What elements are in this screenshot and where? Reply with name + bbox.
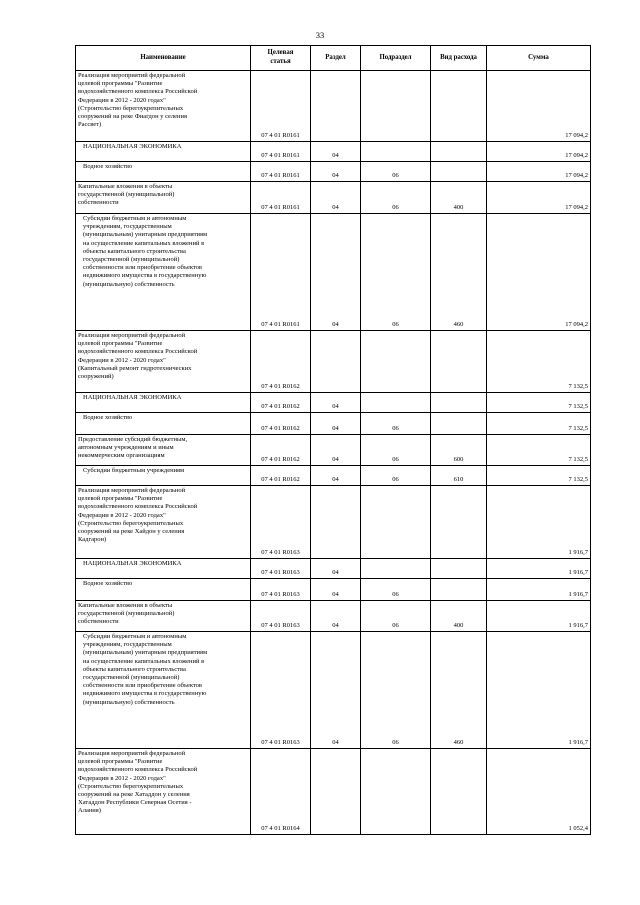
table-row (76, 413, 591, 435)
row-expense-type-cell: 610 (431, 466, 487, 486)
table-row (76, 486, 591, 559)
row-expense-type-cell: 600 (431, 435, 487, 466)
row-subsection-cell (361, 71, 431, 142)
table-row (76, 601, 591, 632)
row-name-cell: Реализация мероприятий федеральной целевой программы "Развитие водохозяйственного комплекса Российской Федерации в 2012 - 2020 годах" (Строительство берегоукрепительных сооружений на реке Хатаддон у селения Хатаддон Республики Северная Осетия - Алания) (76, 749, 251, 835)
row-expense-type-cell (431, 413, 487, 435)
row-expense-type-cell: 400 (431, 182, 487, 214)
row-sum-cell: 1 916,7 (487, 579, 591, 601)
row-subsection-cell: 06 (361, 214, 431, 331)
row-sum-cell: 7 132,5 (487, 393, 591, 413)
row-section-cell (311, 331, 361, 393)
row-name-cell: НАЦИОНАЛЬНАЯ ЭКОНОМИКА (76, 559, 251, 579)
row-sum-cell: 17 094,2 (487, 214, 591, 331)
row-subsection-cell (361, 393, 431, 413)
row-expense-type-cell (431, 331, 487, 393)
row-subsection-cell: 06 (361, 182, 431, 214)
row-target-article-cell: 07 4 01 R0163 (251, 601, 311, 632)
row-subsection-cell: 06 (361, 413, 431, 435)
row-expense-type-cell: 460 (431, 632, 487, 749)
row-section-cell (311, 749, 361, 835)
row-expense-type-cell (431, 142, 487, 162)
row-name-cell: Предоставление субсидий бюджетным, автономным учреждениям и иным некоммерческим организациям (76, 435, 251, 466)
row-sum-cell: 1 916,7 (487, 559, 591, 579)
row-target-article-cell: 07 4 01 R0162 (251, 393, 311, 413)
row-name-cell: Субсидии бюджетным и автономным учреждениям, государственным (муниципальным) унитарным предприятиям на осуществление капитальных вложений в объекты капитального строительства государственной (муниципальной) собственности или приобретение объектов недвижимого имущества в государственную (муниципальную) собственность (76, 632, 251, 749)
row-section-cell: 04 (311, 632, 361, 749)
row-sum-cell: 17 094,2 (487, 162, 591, 182)
row-name-cell: НАЦИОНАЛЬНАЯ ЭКОНОМИКА (76, 142, 251, 162)
row-target-article-cell: 07 4 01 R0163 (251, 579, 311, 601)
column-header-sum: Сумма (487, 46, 591, 71)
row-section-cell (311, 71, 361, 142)
table-row (76, 466, 591, 486)
row-name-cell: НАЦИОНАЛЬНАЯ ЭКОНОМИКА (76, 393, 251, 413)
table-header-row (76, 46, 591, 71)
row-name-cell: Реализация мероприятий федеральной целевой программы "Развитие водохозяйственного комплекса Российской Федерации в 2012 - 2020 годах" (Строительство берегоукрепительных сооружений на реке Хайдон у селения Кадгарон) (76, 486, 251, 559)
row-target-article-cell: 07 4 01 R0161 (251, 182, 311, 214)
row-section-cell (311, 486, 361, 559)
row-sum-cell: 7 132,5 (487, 331, 591, 393)
row-name-cell: Субсидии бюджетным учреждениям (76, 466, 251, 486)
row-name-cell: Водное хозяйство (76, 162, 251, 182)
row-section-cell: 04 (311, 601, 361, 632)
row-target-article-cell: 07 4 01 R0161 (251, 214, 311, 331)
row-expense-type-cell (431, 579, 487, 601)
row-subsection-cell: 06 (361, 162, 431, 182)
row-sum-cell: 1 916,7 (487, 632, 591, 749)
row-name-cell: Водное хозяйство (76, 413, 251, 435)
row-sum-cell: 1 052,4 (487, 749, 591, 835)
row-name-cell: Реализация мероприятий федеральной целевой программы "Развитие водохозяйственного комплекса Российской Федерации в 2012 - 2020 годах" (Капитальный ремонт гидротехнических сооружений) (76, 331, 251, 393)
row-subsection-cell: 06 (361, 579, 431, 601)
row-expense-type-cell (431, 486, 487, 559)
page-number: 33 (315, 30, 325, 40)
row-sum-cell: 1 916,7 (487, 486, 591, 559)
row-target-article-cell: 07 4 01 R0164 (251, 749, 311, 835)
row-sum-cell: 17 094,2 (487, 142, 591, 162)
row-expense-type-cell (431, 559, 487, 579)
column-header-subsection: Подраздел (361, 46, 431, 71)
table-row (76, 214, 591, 331)
row-subsection-cell (361, 331, 431, 393)
row-section-cell: 04 (311, 142, 361, 162)
row-section-cell: 04 (311, 182, 361, 214)
row-subsection-cell: 06 (361, 601, 431, 632)
row-sum-cell: 7 132,5 (487, 413, 591, 435)
row-target-article-cell: 07 4 01 R0162 (251, 331, 311, 393)
row-section-cell: 04 (311, 393, 361, 413)
row-target-article-cell: 07 4 01 R0163 (251, 486, 311, 559)
table-row (76, 579, 591, 601)
table-row (76, 71, 591, 142)
row-target-article-cell: 07 4 01 R0161 (251, 142, 311, 162)
row-target-article-cell: 07 4 01 R0162 (251, 413, 311, 435)
row-expense-type-cell (431, 162, 487, 182)
row-section-cell: 04 (311, 435, 361, 466)
row-section-cell: 04 (311, 466, 361, 486)
row-target-article-cell: 07 4 01 R0162 (251, 466, 311, 486)
table-row (76, 142, 591, 162)
row-subsection-cell: 06 (361, 466, 431, 486)
row-target-article-cell: 07 4 01 R0162 (251, 435, 311, 466)
row-name-cell: Водное хозяйство (76, 579, 251, 601)
column-header-section: Раздел (311, 46, 361, 71)
table-row (76, 393, 591, 413)
row-section-cell: 04 (311, 214, 361, 331)
row-target-article-cell: 07 4 01 R0163 (251, 632, 311, 749)
row-name-cell: Капитальные вложения в объекты государственной (муниципальной) собственности (76, 601, 251, 632)
row-expense-type-cell (431, 71, 487, 142)
column-header-expense-type: Вид расхода (431, 46, 487, 71)
row-subsection-cell (361, 486, 431, 559)
row-section-cell: 04 (311, 162, 361, 182)
row-expense-type-cell (431, 749, 487, 835)
row-target-article-cell: 07 4 01 R0161 (251, 71, 311, 142)
table-row (76, 559, 591, 579)
row-sum-cell: 17 094,2 (487, 182, 591, 214)
table-body (76, 71, 591, 835)
row-sum-cell: 1 916,7 (487, 601, 591, 632)
row-name-cell: Субсидии бюджетным и автономным учреждениям, государственным (муниципальным) унитарным предприятиям на осуществление капитальных вложений в объекты капитального строительства государственной (муниципальной) собственности или приобретение объектов недвижимого имущества в государственную (муниципальную) собственность (76, 214, 251, 331)
column-header-target-article: Целевая статья (251, 46, 311, 71)
row-expense-type-cell: 460 (431, 214, 487, 331)
row-name-cell: Реализация мероприятий федеральной целевой программы "Развитие водохозяйственного комплекса Российской Федерации в 2012 - 2020 годах" (Строительство берегоукрепительных сооружений на реке Фиагдон у селения Рассвет) (76, 71, 251, 142)
row-name-cell: Капитальные вложения в объекты государственной (муниципальной) собственности (76, 182, 251, 214)
row-expense-type-cell: 400 (431, 601, 487, 632)
table-row (76, 162, 591, 182)
budget-table (75, 45, 591, 835)
table-row (76, 331, 591, 393)
table-row (76, 632, 591, 749)
row-subsection-cell: 06 (361, 435, 431, 466)
row-target-article-cell: 07 4 01 R0161 (251, 162, 311, 182)
row-section-cell: 04 (311, 579, 361, 601)
column-header-name: Наименование (76, 46, 251, 71)
table-row (76, 182, 591, 214)
row-expense-type-cell (431, 393, 487, 413)
row-section-cell: 04 (311, 413, 361, 435)
row-subsection-cell (361, 749, 431, 835)
row-subsection-cell (361, 559, 431, 579)
row-subsection-cell (361, 142, 431, 162)
row-sum-cell: 17 094,2 (487, 71, 591, 142)
row-subsection-cell: 06 (361, 632, 431, 749)
row-section-cell: 04 (311, 559, 361, 579)
table-row (76, 435, 591, 466)
row-sum-cell: 7 132,5 (487, 435, 591, 466)
table-row (76, 749, 591, 835)
row-target-article-cell: 07 4 01 R0163 (251, 559, 311, 579)
row-sum-cell: 7 132,5 (487, 466, 591, 486)
